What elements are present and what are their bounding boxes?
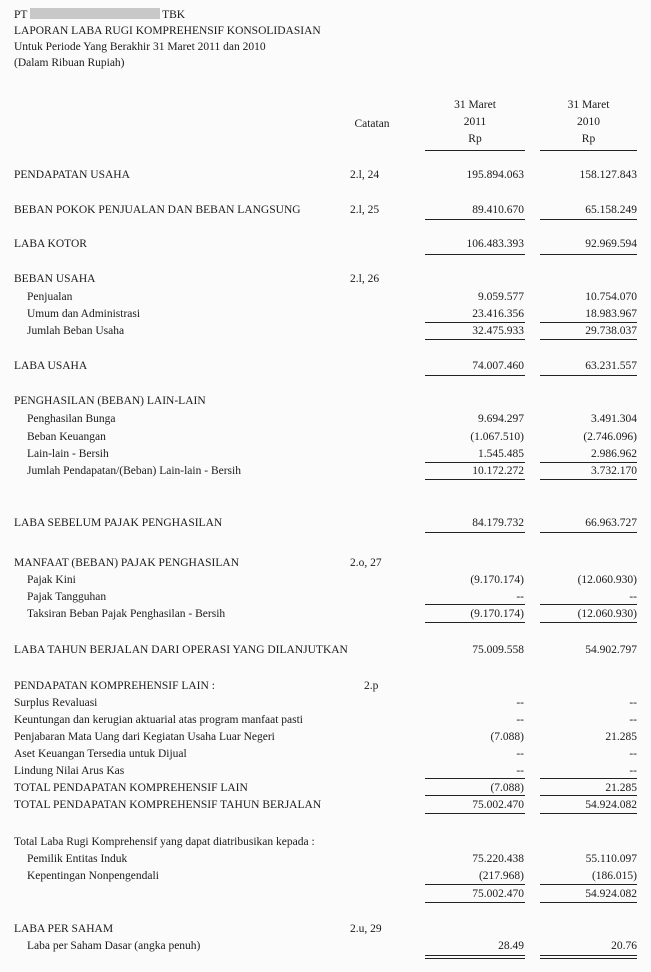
row-label: PENDAPATAN KOMPREHENSIF LAIN : [14, 680, 215, 692]
row-label: Total Laba Rugi Komprehensif yang dapat diatribusikan kepada : [14, 836, 315, 848]
row-label: Lain-lain - Bersih [27, 448, 109, 460]
table-row [0, 272, 651, 286]
row-label: Lindung Nilai Arus Kas [14, 765, 125, 777]
row-label: TOTAL PENDAPATAN KOMPREHENSIF LAIN [14, 782, 248, 794]
row-label: Keuntungan dan kerugian aktuarial atas program manfaat pasti [14, 714, 303, 726]
value-2011: 9.694.297 [478, 413, 524, 425]
report-unit: (Dalam Ribuan Rupiah) [14, 57, 125, 69]
value-2010: (12.060.930) [577, 574, 637, 586]
value-2010: 21.285 [605, 731, 637, 743]
total-rule [425, 813, 525, 814]
table-row [0, 869, 651, 883]
column-header-2011: 31 Maret 2011 Rp [454, 99, 496, 145]
row-label: Jumlah Pendapatan/(Beban) Lain-lain - Bersih [27, 465, 241, 477]
row-label: LABA TAHUN BERJALAN DARI OPERASI YANG DILANJUTKAN [14, 644, 348, 656]
value-2010: 20.76 [611, 940, 637, 952]
table-row [0, 447, 651, 461]
row-label: Taksiran Beban Pajak Penghasilan - Bersih [27, 608, 226, 620]
subtotal-rule [540, 795, 637, 796]
value-2010: (12.060.930) [577, 608, 637, 620]
value-2011: -- [516, 714, 524, 726]
total-rule [540, 532, 637, 533]
table-row [0, 764, 651, 778]
header-rule [425, 150, 525, 151]
subtotal-rule [540, 884, 637, 885]
row-label: Jumlah Beban Usaha [27, 325, 125, 337]
value-2011: -- [516, 591, 524, 603]
header-rule [540, 150, 637, 151]
value-2011: 9.059.577 [478, 291, 524, 303]
total-rule [425, 622, 525, 623]
value-2010: -- [629, 591, 637, 603]
value-2011: 75.220.438 [472, 853, 524, 865]
subtotal-rule [540, 778, 637, 779]
value-2010: (186.015) [591, 870, 637, 882]
table-row [0, 394, 651, 408]
total-rule [540, 813, 637, 814]
row-label: BEBAN USAHA [14, 273, 96, 285]
table-row [0, 852, 651, 866]
row-label: Pajak Tangguhan [27, 591, 107, 603]
row-note: 2.o, 27 [350, 557, 382, 569]
row-note: 2.l, 26 [350, 273, 380, 285]
subtotal-rule [425, 884, 525, 885]
table-row [0, 887, 651, 901]
subtotal-rule [425, 462, 525, 463]
value-2011: (1.067.510) [470, 431, 524, 443]
value-2011: 195.894.063 [466, 169, 524, 181]
table-row [0, 359, 651, 373]
row-label: Pajak Kini [27, 574, 76, 586]
value-2010: -- [629, 697, 637, 709]
value-2010: 158.127.843 [579, 169, 637, 181]
value-2010: 2.986.962 [591, 448, 637, 460]
table-row [0, 168, 651, 182]
table-row [0, 237, 651, 251]
table-row [0, 430, 651, 444]
report-period: Untuk Periode Yang Berakhir 31 Maret 2011 dan 2010 [14, 41, 266, 53]
total-rule [540, 622, 637, 623]
total-rule [425, 339, 525, 340]
value-2011: 23.416.356 [472, 308, 524, 320]
report-header [14, 7, 321, 71]
value-2010: 3.732.170 [591, 465, 637, 477]
row-label: Umum dan Administrasi [27, 308, 141, 320]
total-rule [425, 902, 525, 903]
row-note: 2.l, 24 [350, 169, 380, 181]
table-row [0, 781, 651, 795]
value-2010: 3.491.304 [591, 413, 637, 425]
value-2011: -- [516, 697, 524, 709]
table-row [0, 730, 651, 744]
table-row [0, 412, 651, 426]
row-label: PENDAPATAN USAHA [14, 169, 130, 181]
row-label: Laba per Saham Dasar (angka penuh) [27, 940, 201, 952]
value-2010: 21.285 [605, 782, 637, 794]
value-2010: -- [629, 714, 637, 726]
row-label: Penjabaran Mata Uang dari Kegiatan Usaha Luar Negeri [14, 731, 275, 743]
row-label: Pemilik Entitas Induk [27, 853, 128, 865]
double-rule [425, 955, 525, 956]
row-label: LABA SEBELUM PAJAK PENGHASILAN [14, 517, 223, 529]
row-label: PENGHASILAN (BEBAN) LAIN-LAIN [14, 395, 206, 407]
table-row [0, 607, 651, 621]
value-2011: 84.179.732 [472, 517, 524, 529]
subtotal-rule [540, 462, 637, 463]
value-2011: 106.483.393 [466, 238, 524, 250]
value-2010: 29.738.037 [585, 325, 637, 337]
total-rule [540, 375, 637, 376]
table-row [0, 290, 651, 304]
double-rule [540, 958, 637, 959]
value-2011: (7.088) [490, 782, 524, 794]
column-header-note: Catatan [354, 118, 390, 130]
value-2010: 18.983.967 [585, 308, 637, 320]
table-row [0, 835, 651, 849]
redacted-block [30, 8, 160, 19]
value-2010: -- [629, 765, 637, 777]
value-2011: -- [516, 748, 524, 760]
total-rule [425, 532, 525, 533]
value-2011: 75.002.470 [472, 888, 524, 900]
value-2011: (9.170.174) [470, 574, 524, 586]
table-row [0, 643, 651, 657]
row-label: MANFAAT (BEBAN) PAJAK PENGHASILAN [14, 557, 240, 569]
row-note: 2.l, 25 [350, 204, 380, 216]
value-2010: (2.746.096) [583, 431, 637, 443]
table-row [0, 590, 651, 604]
value-2011: (217.968) [478, 870, 524, 882]
table-row [0, 516, 651, 530]
table-row [0, 203, 651, 217]
total-rule [540, 479, 637, 480]
value-2011: -- [516, 765, 524, 777]
value-2011: 75.002.470 [472, 799, 524, 811]
subtotal-rule [425, 604, 525, 605]
value-2011: 10.172.272 [472, 465, 524, 477]
table-row [0, 939, 651, 953]
table-row [0, 922, 651, 936]
value-2011: 28.49 [498, 940, 524, 952]
value-2011: 75.009.558 [472, 644, 524, 656]
value-2010: 54.924.082 [585, 799, 637, 811]
total-rule [425, 254, 525, 255]
row-label: Penjualan [27, 291, 73, 303]
subtotal-rule [425, 322, 525, 323]
table-row [0, 747, 651, 761]
row-label: Aset Keuangan Tersedia untuk Dijual [14, 748, 187, 760]
row-label: LABA KOTOR [14, 238, 87, 250]
value-2010: 63.231.557 [585, 360, 637, 372]
row-label: BEBAN POKOK PENJUALAN DAN BEBAN LANGSUNG [14, 204, 301, 216]
subtotal-rule [540, 322, 637, 323]
value-2011: 74.007.460 [472, 360, 524, 372]
value-2011: 1.545.485 [478, 448, 524, 460]
row-label: Penghasilan Bunga [27, 413, 116, 425]
subtotal-rule [425, 795, 525, 796]
table-row [0, 307, 651, 321]
value-2011: 32.475.933 [472, 325, 524, 337]
value-2010: 54.902.797 [585, 644, 637, 656]
value-2010: 65.158.249 [585, 204, 637, 216]
table-row [0, 556, 651, 570]
subtotal-rule [540, 604, 637, 605]
report-title: LAPORAN LABA RUGI KOMPREHENSIF KONSOLIDASIAN [14, 25, 321, 37]
table-row [0, 679, 651, 693]
row-label: TOTAL PENDAPATAN KOMPREHENSIF TAHUN BERJALAN [14, 799, 322, 811]
table-row [0, 324, 651, 338]
value-2010: 55.110.097 [585, 853, 637, 865]
table-row [0, 573, 651, 587]
value-2011: (7.088) [490, 731, 524, 743]
value-2010: 10.754.070 [585, 291, 637, 303]
table-row [0, 464, 651, 478]
value-2011: 89.410.670 [472, 204, 524, 216]
row-note: 2.u, 29 [350, 923, 382, 935]
column-header-2010: 31 Maret 2010 Rp [567, 99, 610, 145]
row-label: LABA USAHA [14, 360, 88, 372]
value-2011: (9.170.174) [470, 608, 524, 620]
total-rule [540, 254, 637, 255]
row-label: Kepentingan Nonpengendali [27, 870, 159, 882]
value-2010: 54.924.082 [585, 888, 637, 900]
row-label: LABA PER SAHAM [14, 923, 114, 935]
table-row [0, 713, 651, 727]
double-rule [425, 958, 525, 959]
row-label: Surplus Revaluasi [14, 697, 98, 709]
subtotal-rule [425, 219, 525, 220]
table-row [0, 798, 651, 812]
total-rule [425, 375, 525, 376]
value-2010: 92.969.594 [585, 238, 637, 250]
value-2010: 66.963.727 [585, 517, 637, 529]
table-row [0, 696, 651, 710]
value-2010: -- [629, 748, 637, 760]
total-rule [425, 479, 525, 480]
row-note: 2.p [364, 680, 379, 692]
company-name: PT TBK [14, 9, 186, 21]
row-label: Beban Keuangan [27, 431, 106, 443]
total-rule [540, 339, 637, 340]
total-rule [540, 902, 637, 903]
double-rule [540, 955, 637, 956]
subtotal-rule [540, 219, 637, 220]
subtotal-rule [425, 778, 525, 779]
